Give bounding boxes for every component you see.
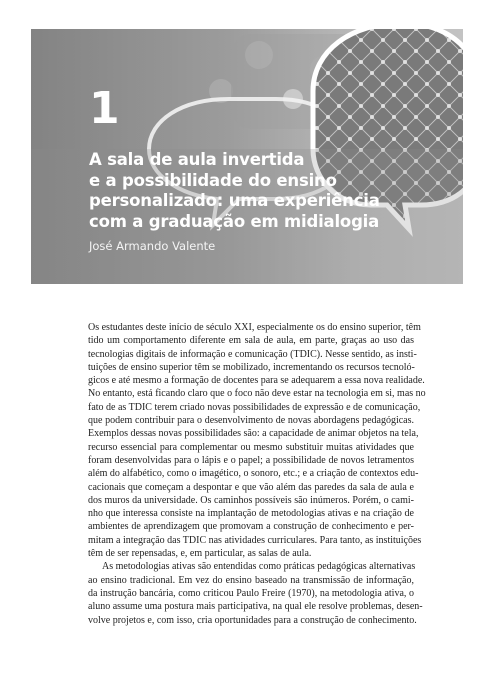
- text-line: Os estudantes deste início de século XXI, especialmente os do ensino superior, têm: [88, 322, 421, 333]
- text-line: tido um comportamento diferente em sala de aula, em parte, graças ao uso das: [88, 335, 414, 347]
- text-line: além do alfabético, como o imagético, o sonoro, etc.; e a criação de contextos edu-: [88, 468, 419, 480]
- text-line: ao ensino tradicional. Em vez do ensino baseado na transmissão de informação,: [88, 574, 414, 586]
- chapter-title-line: com a graduação em midialogia: [89, 211, 380, 231]
- chapter-author: José Armando Valente: [89, 239, 216, 253]
- text-line: têm de ser repensadas, e, em particular, as salas de aula.: [88, 548, 312, 560]
- text-line: fato de as TDIC terem criado novas possibilidades de expressão e de comunicação,: [88, 401, 421, 413]
- chapter-title-line: A sala de aula invertida: [89, 150, 305, 169]
- text-line: aluno assume uma postura mais participativa, na qual ele resolve problemas, desen-: [88, 601, 423, 613]
- text-line: Exemplos dessas novas possibilidades são: a capacidade de animar objetos na tela,: [88, 428, 419, 440]
- text-line: ambientes de aprendizagem que promovam a construção de conhecimento e per-: [88, 521, 414, 533]
- body-text: [88, 321, 426, 627]
- text-line: que podem contribuir para o desenvolvimento de novas abordagens pedagógicas.: [88, 415, 414, 427]
- chapter-title-line: e a possibilidade do ensino: [89, 170, 337, 190]
- text-line: nho que interessa consiste na implantação de metodologias ativas e na criação de: [88, 508, 414, 520]
- text-line: As metodologias ativas são entendidas como práticas pedagógicas alternativas: [102, 561, 416, 573]
- text-line: recurso essencial para complementar ou mesmo substituir muitas atividades que: [88, 441, 414, 453]
- chapter-banner: [31, 29, 463, 284]
- chapter-number: 1: [89, 83, 120, 134]
- text-line: dos muros da universidade. Os caminhos possíveis são inúmeros. Porém, o cami-: [88, 494, 414, 506]
- text-line: volve projetos e, com isso, cria oportunidades para a construção de conhecimento.: [88, 614, 417, 626]
- chapter-title: [89, 150, 419, 232]
- text-line: cacionais que começam a despontar e que vão além das paredes da sala de aula e: [88, 481, 414, 493]
- text-line: foram desenvolvidas para o lápis e o papel; a possibilidade de novos letramentos: [88, 454, 414, 466]
- text-line: gicos e até mesmo a formação de docentes para se adequarem a essa nova realidade.: [88, 375, 425, 387]
- chapter-title-line: personalizado: uma experiência: [89, 191, 380, 210]
- text-line: mitam a integração das TDIC nas atividades curriculares. Para tanto, as instituições: [88, 534, 422, 546]
- text-line: tuições de ensino superior têm se mobilizado, incrementando os recursos tecnoló-: [88, 361, 415, 373]
- paragraph: [88, 560, 423, 626]
- paragraph: [88, 321, 426, 560]
- text-line: tecnologias digitais de informação e comunicação (TDIC). Nesse sentido, as insti-: [88, 348, 417, 360]
- text-line: da instrução bancária, como criticou Paulo Freire (1970), na metodologia ativa, o: [88, 587, 414, 599]
- text-line: No entanto, está ficando claro que o foco não deve estar na tecnologia em si, mas no: [88, 388, 426, 400]
